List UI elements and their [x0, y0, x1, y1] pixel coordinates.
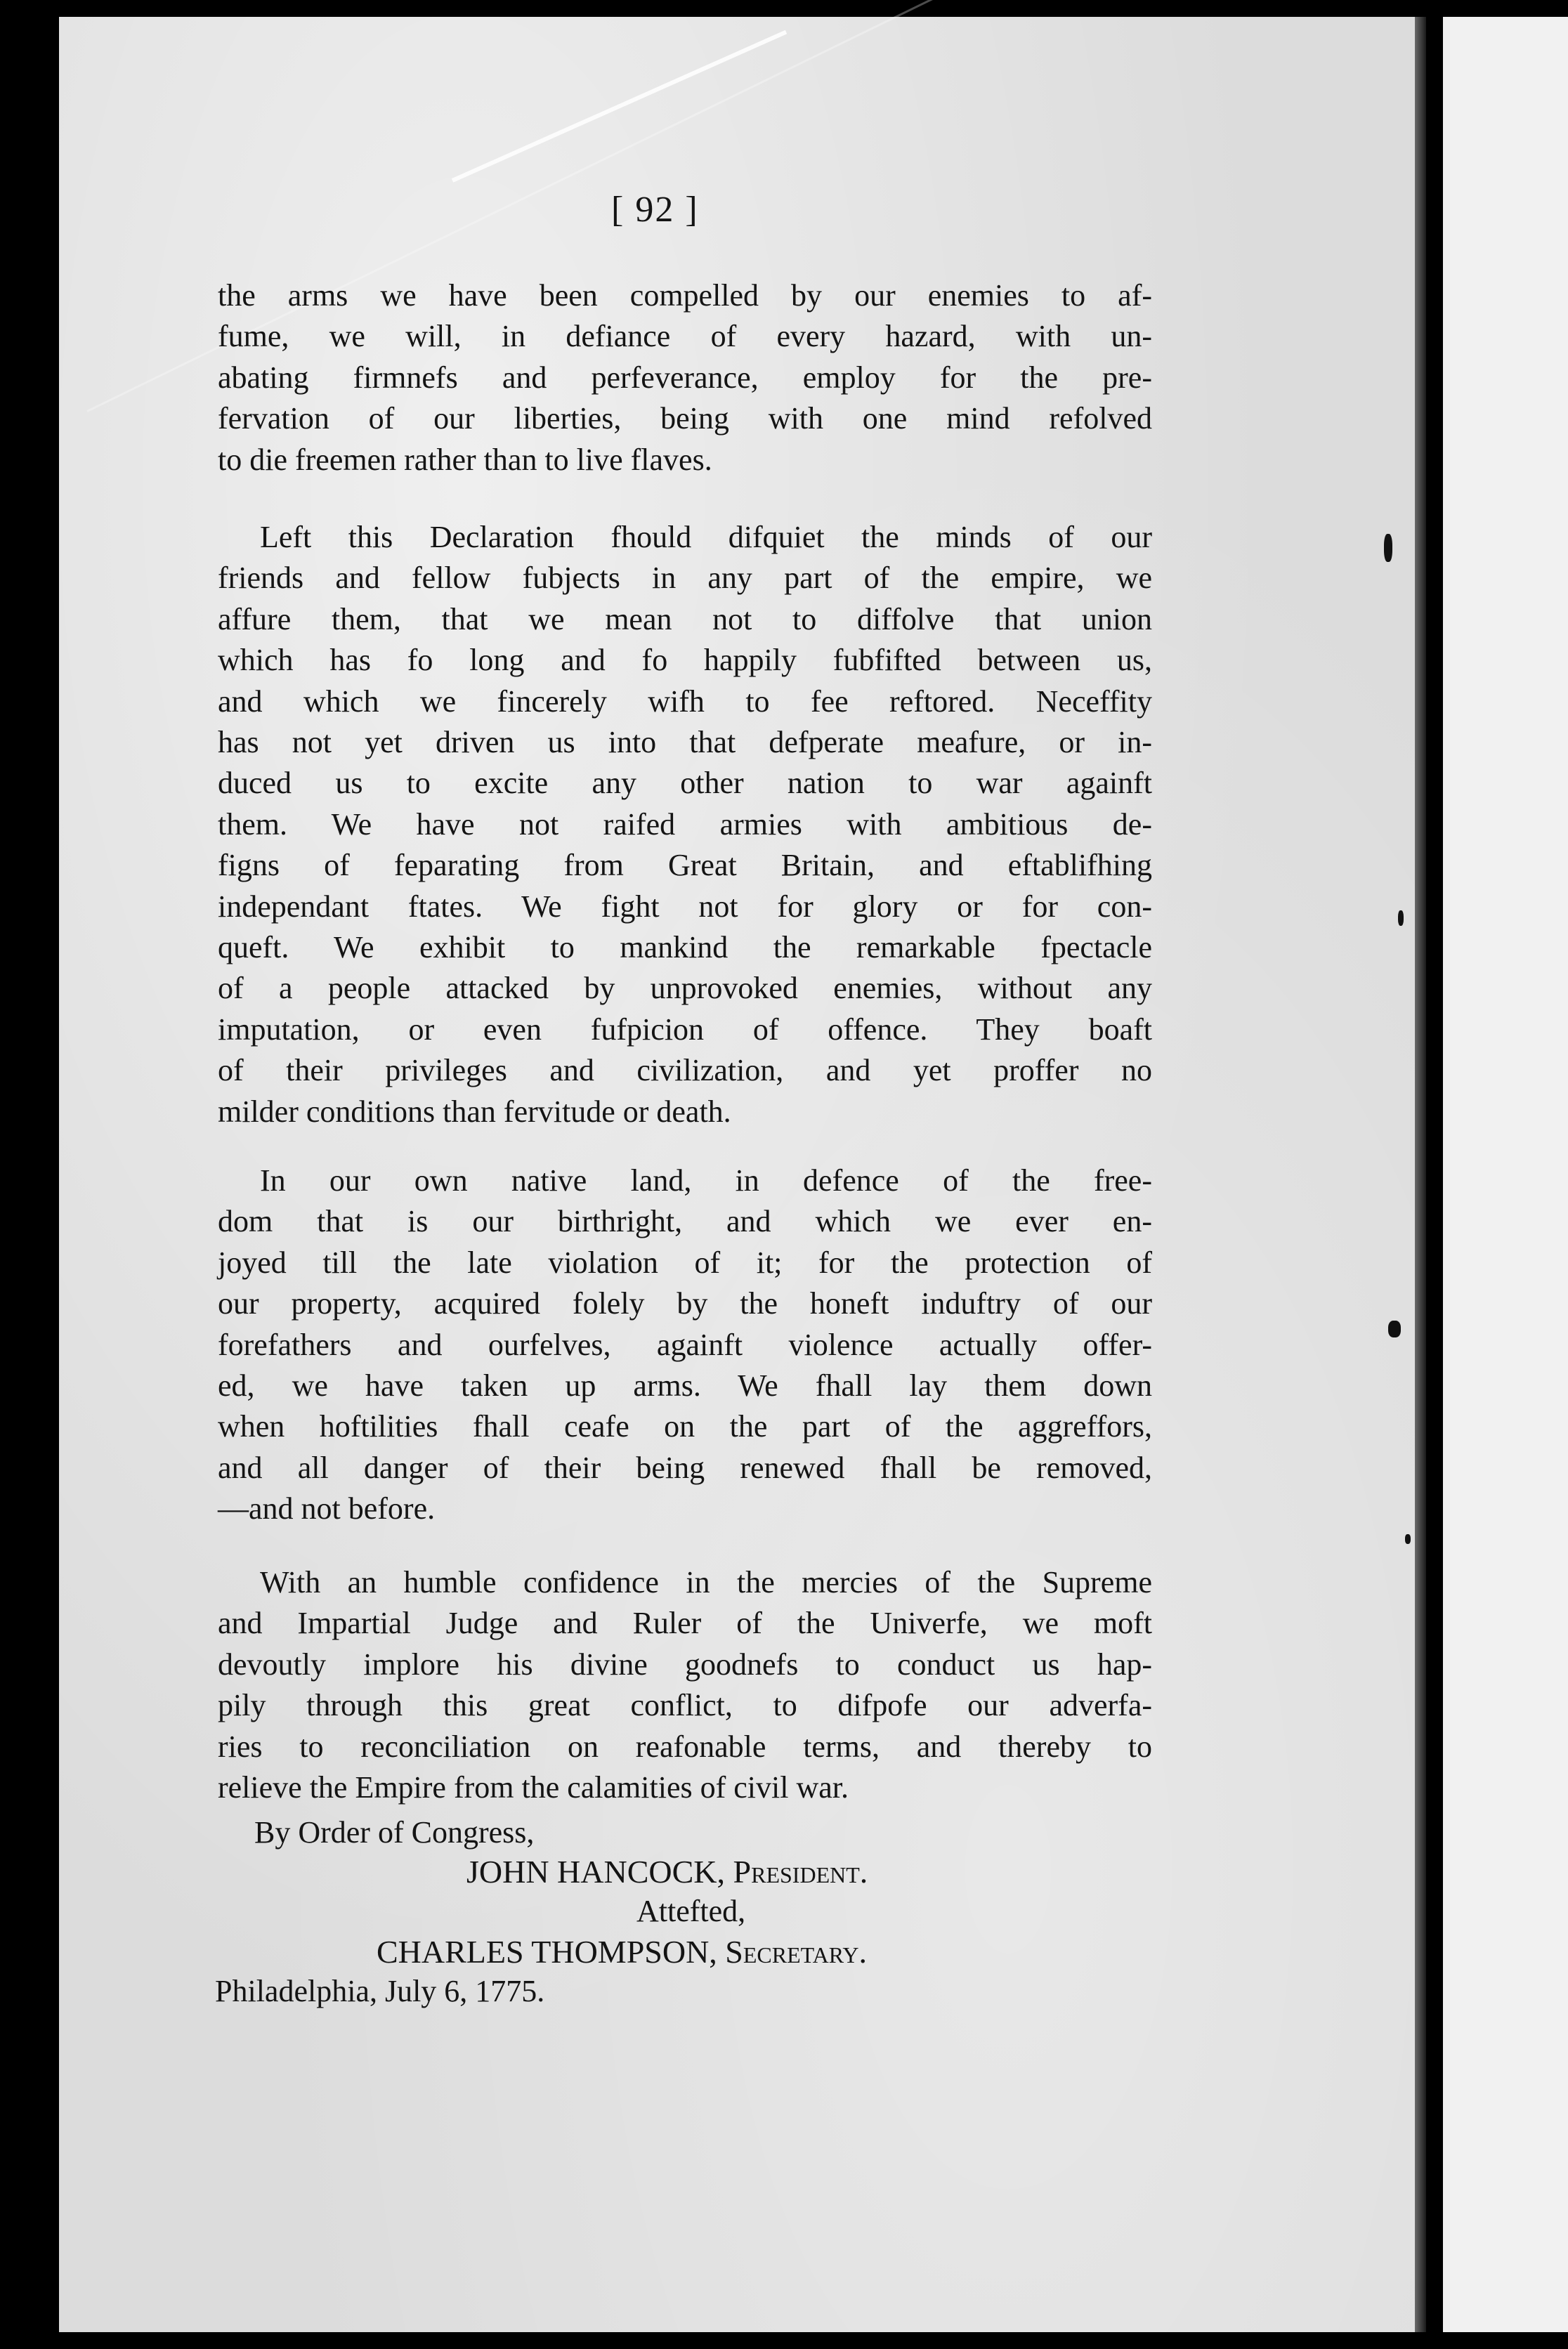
- text-line: independant ftates. We fight not for glory or for con-: [218, 889, 1152, 924]
- text-line: has not yet driven us into that defperate meafure, or in-: [218, 725, 1152, 760]
- text-line: forefathers and ourfelves, againft violence actually offer-: [218, 1327, 1152, 1362]
- text-line: them. We have not raifed armies with ambitious de-: [218, 806, 1152, 842]
- ink-speck: [1398, 910, 1404, 926]
- secretary-title: Secretary.: [725, 1934, 867, 1970]
- ink-speck: [1384, 534, 1392, 562]
- president-name: JOHN HANCOCK,: [466, 1854, 726, 1890]
- ink-speck: [1405, 1534, 1411, 1544]
- text-line: ries to reconciliation on reafonable terms, and thereby to: [218, 1729, 1152, 1764]
- page-number: [ 92 ]: [611, 190, 699, 230]
- paragraph: [218, 1562, 1152, 1808]
- text-line: and which we fincerely wifh to fee reftored. Neceffity: [218, 683, 1152, 719]
- text-line: to die freemen rather than to live flaves.: [218, 442, 712, 477]
- secretary-name: CHARLES THOMPSON,: [377, 1934, 717, 1970]
- text-line: In our own native land, in defence of the free-: [260, 1163, 1152, 1198]
- text-line: fervation of our liberties, being with one mind refolved: [218, 401, 1152, 436]
- text-line: milder conditions than fervitude or death.: [218, 1094, 731, 1129]
- page-edge-shadow: [1415, 17, 1426, 2332]
- secretary-signature: [377, 1932, 867, 1972]
- text-line: affure them, that we mean not to diffolve that union: [218, 601, 1152, 636]
- text-line: queft. We exhibit to mankind the remarkable fpectacle: [218, 930, 1152, 965]
- by-order-line: By Order of Congress,: [254, 1815, 535, 1850]
- text-line: pily through this great conflict, to difpofe our adverfa-: [218, 1688, 1152, 1723]
- text-line: duced us to excite any other nation to war againft: [218, 766, 1152, 801]
- facing-page: [1443, 17, 1568, 2332]
- text-line: friends and fellow fubjects in any part of the empire, we: [218, 561, 1152, 596]
- paragraph: [218, 275, 1152, 480]
- text-line: relieve the Empire from the calamities of civil war.: [218, 1770, 849, 1805]
- text-line: abating firmnefs and perfeverance, employ for the pre-: [218, 360, 1152, 395]
- ink-speck: [1388, 1321, 1401, 1337]
- paragraph: [218, 517, 1152, 1132]
- text-line: joyed till the late violation of it; for the protection of: [218, 1245, 1152, 1280]
- text-line: the arms we have been compelled by our enemies to af-: [218, 278, 1152, 313]
- binding-gutter: [1426, 0, 1443, 2349]
- text-line: —and not before.: [218, 1491, 436, 1526]
- president-title: President.: [733, 1854, 868, 1890]
- president-signature: [466, 1852, 868, 1892]
- text-line: figns of feparating from Great Britain, and eftablifhing: [218, 848, 1152, 883]
- text-line: dom that is our birthright, and which we ever en-: [218, 1204, 1152, 1239]
- dateline: Philadelphia, July 6, 1775.: [215, 1974, 545, 2008]
- crease-mark: [452, 30, 787, 183]
- text-line: of a people attacked by unprovoked enemies, without any: [218, 971, 1152, 1006]
- text-line: our property, acquired folely by the honeft induftry of our: [218, 1286, 1152, 1321]
- paragraph: [218, 1160, 1152, 1530]
- text-line: With an humble confidence in the mercies of the Supreme: [260, 1565, 1152, 1599]
- text-line: Left this Declaration fhould difquiet the minds of our: [260, 520, 1152, 554]
- attested-line: Attefted,: [636, 1894, 746, 1928]
- text-line: when hoftilities fhall ceafe on the part of the aggreffors,: [218, 1409, 1152, 1444]
- text-line: of their privileges and civilization, and yet proffer no: [218, 1053, 1152, 1088]
- text-line: ed, we have taken up arms. We fhall lay them down: [218, 1368, 1152, 1403]
- text-line: imputation, or even fufpicion of offence. They boaft: [218, 1012, 1152, 1047]
- text-line: devoutly implore his divine goodnefs to conduct us hap-: [218, 1647, 1152, 1682]
- text-line: which has fo long and fo happily fubfifted between us,: [218, 643, 1152, 678]
- text-line: fume, we will, in defiance of every hazard, with un-: [218, 319, 1152, 354]
- text-line: and all danger of their being renewed fhall be removed,: [218, 1450, 1152, 1485]
- text-line: and Impartial Judge and Ruler of the Univerfe, we moft: [218, 1606, 1152, 1641]
